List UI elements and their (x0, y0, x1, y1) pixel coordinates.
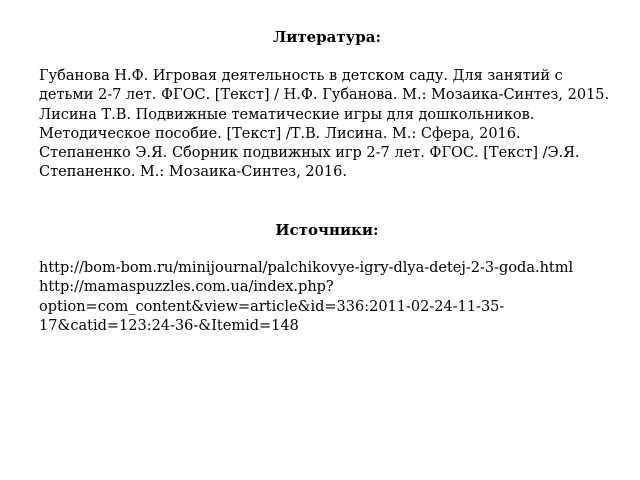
source-link[interactable]: http://bom-bom.ru/minijournal/palchikovye-igry-dlya-detej-2-3-goda.html (39, 260, 574, 276)
literature-list (39, 67, 619, 183)
literature-item: Степаненко Э.Я. Сборник подвижных игр 2-7 лет. ФГОС. [Текст] /Э.Я. Степаненко. М.: Мозаика-Синтез, 2016. (39, 145, 580, 181)
literature-heading: Литература: (272, 28, 382, 46)
literature-item: Губанова Н.Ф. Игровая деятельность в детском саду. Для занятий с детьми 2-7 лет. ФГОС. [Текст] / Н.Ф. Губанова. М.: Мозаика-Синтез, 2015. (39, 68, 610, 104)
source-link[interactable]: http://mamaspuzzles.com.ua/index.php?option=com_content&view=article&id=336:2011-02-24-11-35-17&catid=123:24-36-&Itemid=148 (39, 279, 505, 334)
sources-heading: Источники: (275, 221, 379, 239)
sources-list (39, 259, 619, 336)
literature-item: Лисина Т.В. Подвижные тематические игры для дошкольников. Методическое пособие. [Текст] /Т.В. Лисина. М.: Сфера, 2016. (39, 106, 535, 142)
